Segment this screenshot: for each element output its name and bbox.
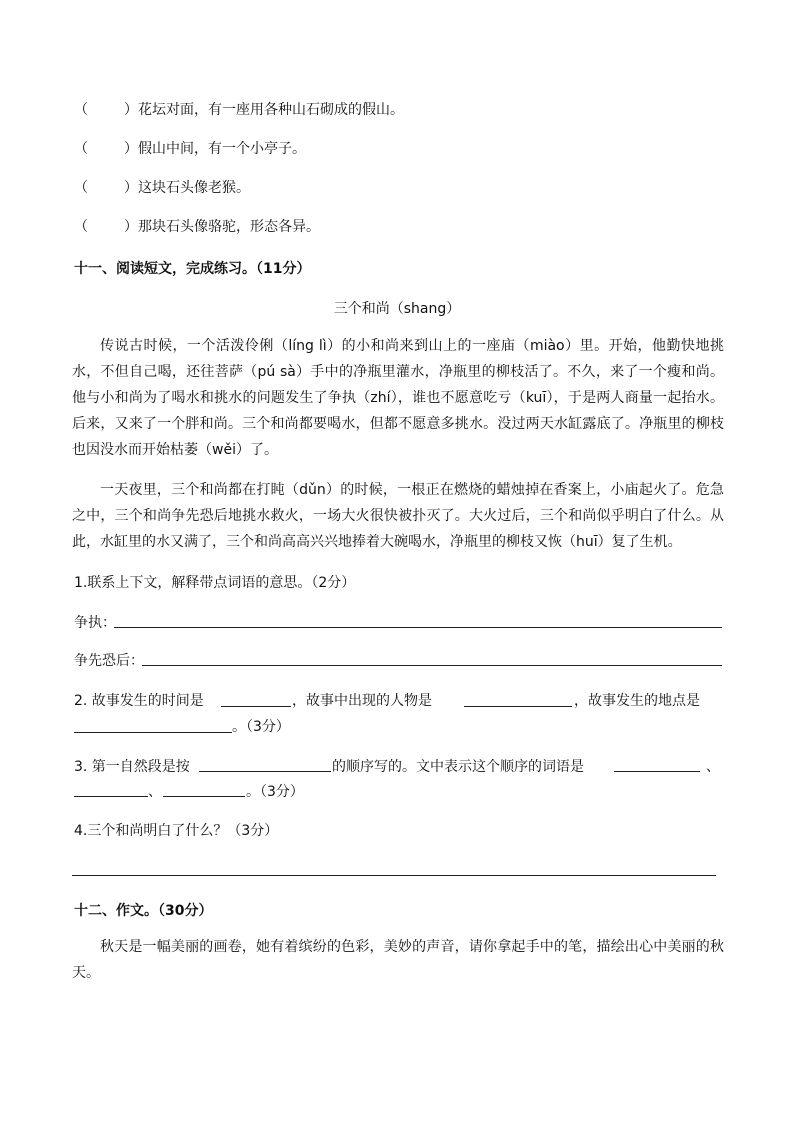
question-3-part-a: 3. 第一自然段是按 bbox=[74, 759, 190, 775]
statement-4 bbox=[74, 218, 320, 236]
section-11-heading: 十一、阅读短文，完成练习。（11分） bbox=[74, 261, 311, 277]
paren-close: ） bbox=[124, 180, 138, 196]
paren-open: （ bbox=[74, 219, 88, 235]
statement-text: 那块石头像骆驼，形态各异。 bbox=[138, 219, 320, 235]
statement-text: 假山中间，有一个小亭子。 bbox=[138, 141, 306, 157]
paren-open: （ bbox=[74, 141, 88, 157]
statement-3 bbox=[74, 179, 250, 197]
answer-line-term1[interactable] bbox=[114, 627, 722, 628]
statement-1 bbox=[74, 101, 404, 119]
paren-close: ） bbox=[124, 102, 138, 118]
answer-blank-word-3[interactable] bbox=[163, 796, 245, 797]
statement-text: 这块石头像老猴。 bbox=[138, 180, 250, 196]
paren-open: （ bbox=[74, 180, 88, 196]
section-12-heading: 十二、作文。（30分） bbox=[74, 903, 213, 919]
composition-prompt: 秋天是一幅美丽的画卷，她有着缤纷的色彩，美妙的声音，请你拿起手中的笔，描绘出心中美丽的秋天。 bbox=[72, 939, 724, 981]
question-3-part-e: 。（3分） bbox=[246, 784, 304, 800]
question-2-part-d: 。（3分） bbox=[232, 719, 290, 735]
question-3-part-d: 、 bbox=[148, 784, 162, 800]
paren-close: ） bbox=[124, 141, 138, 157]
term-zhengxiankonghou: 争先恐后： bbox=[74, 653, 144, 669]
question-2-part-c: ，故事发生的地点是 bbox=[574, 693, 700, 709]
story-paragraph-1: 传说古时候，一个活泼伶俐（líng lì）的小和尚来到山上的一座庙（miào）里。开始，他勤快地挑水，不但自己喝，还往菩萨（pú sà）手中的净瓶里灌水，净瓶里的柳枝活了。不久，来了一个瘦和尚。他与小和尚为了喝水和挑水的问题发生了争执（zhí），谁也不愿意吃亏（kuī），于是两人商量一起抬水。后来，又来了一个胖和尚。三个和尚都要喝水，但都不愿意多挑水。没过两天水缸露底了。净瓶里的柳枝也因没水而开始枯萎（wěi）了。 bbox=[72, 338, 724, 458]
statement-text: 花坛对面，有一座用各种山石砌成的假山。 bbox=[138, 102, 404, 118]
answer-blank-place[interactable] bbox=[74, 732, 232, 733]
question-3-part-b: 的顺序写的。文中表示这个顺序的词语是 bbox=[332, 759, 584, 775]
term-zhengzhi: 争执： bbox=[74, 615, 116, 631]
question-4: 4.三个和尚明白了什么？（3分） bbox=[74, 823, 279, 839]
paren-open: （ bbox=[74, 102, 88, 118]
answer-blank-word-2[interactable] bbox=[74, 796, 148, 797]
question-2-part-a: 2. 故事发生的时间是 bbox=[74, 693, 204, 709]
answer-blank-time[interactable] bbox=[221, 706, 291, 707]
statement-2 bbox=[74, 140, 306, 158]
question-1: 1.联系上下文，解释带点词语的意思。（2分） bbox=[74, 575, 356, 591]
story-paragraph-2: 一天夜里，三个和尚都在打盹（dǔn）的时候，一根正在燃烧的蜡烛掉在香案上，小庙起火了。危急之中，三个和尚争先恐后地挑水救火，一场大火很快被扑灭了。大火过后，三个和尚似乎明白了什么。从此，水缸里的水又满了，三个和尚高高兴兴地捧着大碗喝水，净瓶里的柳枝又恢（huī）复了生机。 bbox=[72, 482, 724, 550]
answer-line-q4[interactable] bbox=[72, 875, 716, 876]
answer-blank-order[interactable] bbox=[199, 771, 331, 772]
question-2-part-b: ，故事中出现的人物是 bbox=[292, 693, 432, 709]
story-title: 三个和尚（shang） bbox=[333, 301, 461, 317]
paren-close: ） bbox=[124, 219, 138, 235]
answer-blank-word-1[interactable] bbox=[614, 771, 700, 772]
answer-line-term2[interactable] bbox=[142, 665, 722, 666]
answer-blank-characters[interactable] bbox=[464, 706, 572, 707]
question-3-part-c: 、 bbox=[706, 759, 720, 775]
